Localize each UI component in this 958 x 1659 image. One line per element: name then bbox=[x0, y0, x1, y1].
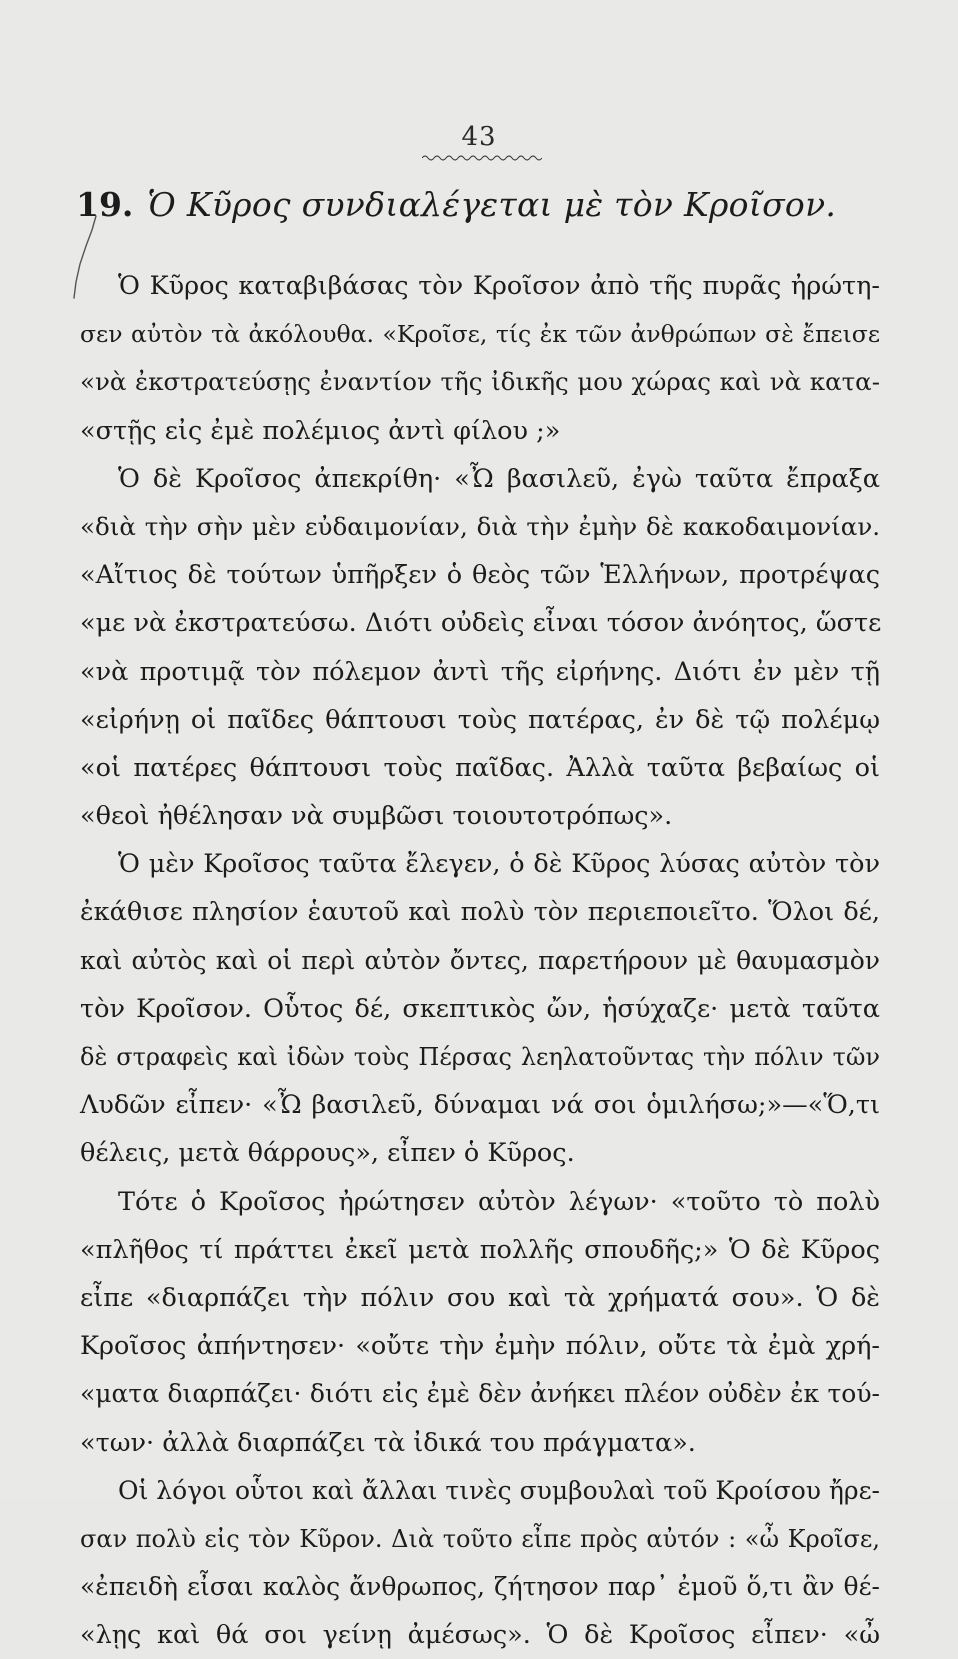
text-line: «στῇς εἰς ἐμὲ πολέμιος ἀντὶ φίλου ;» bbox=[80, 415, 561, 446]
text-line: «διὰ τὴν σὴν μὲν εὐδαιμονίαν, διὰ τὴν ἐμὴν δὲ κακοδαιμονίαν. bbox=[80, 511, 880, 541]
decorative-wavy-rule bbox=[422, 154, 542, 162]
text-line: ἐκάθισε πλησίον ἑαυτοῦ καὶ πολὺ τὸν περιεποιεῖτο. Ὅλοι δέ, bbox=[80, 897, 880, 928]
section-number: 19. bbox=[76, 185, 134, 224]
body-text bbox=[80, 262, 880, 1659]
text-line: «πλῆθος τί πράττει ἐκεῖ μετὰ πολλῆς σπουδῆς;» Ὁ δὲ Κῦρος bbox=[80, 1234, 880, 1265]
text-line: Ὁ Κῦρος καταβιβάσας τὸν Κροῖσον ἀπὸ τῆς πυρᾶς ἠρώτη- bbox=[118, 271, 880, 301]
text-line: Οἱ λόγοι οὗτοι καὶ ἄλλαι τινὲς συμβουλαὶ τοῦ Κροίσου ἤρε- bbox=[118, 1475, 880, 1505]
text-line: εἶπε «διαρπάζει τὴν πόλιν σου καὶ τὰ χρήματά σου». Ὁ δὲ bbox=[80, 1282, 880, 1313]
text-line: Λυδῶν εἶπεν· «Ὦ βασιλεῦ, δύναμαι νά σοι ὁμιλήσω;»—«Ὅ,τι bbox=[80, 1090, 880, 1121]
text-line: «Αἴτιος δὲ τούτων ὑπῆρξεν ὁ θεὸς τῶν Ἑλλήνων, προτρέψας bbox=[80, 560, 880, 591]
text-line: «νὰ προτιμᾷ τὸν πόλεμον ἀντὶ τῆς εἰρήνης. Διότι ἐν μὲν τῇ bbox=[80, 656, 880, 687]
text-line: «οἱ πατέρες θάπτουσι τοὺς παῖδας. Ἀλλὰ ταῦτα βεβαίως οἱ bbox=[80, 752, 880, 783]
text-line: «λῃς καὶ θά σοι γείνῃ ἀμέσως». Ὁ δὲ Κροῖσος εἶπεν· «ὦ bbox=[80, 1620, 880, 1651]
text-line: «ματα διαρπάζει· διότι εἰς ἐμὲ δὲν ἀνήκει πλέον οὐδὲν ἐκ τού- bbox=[80, 1379, 880, 1409]
text-line: Κροῖσος ἀπήντησεν· «οὔτε τὴν ἐμὴν πόλιν, οὔτε τὰ ἐμὰ χρή- bbox=[80, 1331, 880, 1362]
text-line: Ὁ δὲ Κροῖσος ἀπεκρίθη· «Ὦ βασιλεῦ, ἐγὼ ταῦτα ἔπραξα bbox=[118, 463, 880, 494]
text-line: «με νὰ ἐκστρατεύσω. Διότι οὐδεὶς εἶναι τόσον ἀνόητος, ὥστε bbox=[80, 608, 882, 639]
text-line: Ὁ μὲν Κροῖσος ταῦτα ἔλεγεν, ὁ δὲ Κῦρος λύσας αὐτὸν τὸν bbox=[118, 849, 880, 880]
text-line: δὲ στραφεὶς καὶ ἰδὼν τοὺς Πέρσας λεηλατοῦντας τὴν πόλιν τῶν bbox=[80, 1043, 880, 1071]
section-title: Ὁ Κῦρος συνδιαλέγεται μὲ τὸν Κροῖσον. bbox=[147, 185, 837, 224]
text-line: Τότε ὁ Κροῖσος ἠρώτησεν αὐτὸν λέγων· «τοῦτο τὸ πολὺ bbox=[118, 1186, 880, 1217]
page-number: 43 bbox=[461, 122, 497, 152]
text-line: «εἰρήνῃ οἱ παῖδες θάπτουσι τοὺς πατέρας, ἐν δὲ τῷ πολέμῳ bbox=[80, 704, 880, 735]
text-line: «θεοὶ ἠθέλησαν νὰ συμβῶσι τοιουτοτρόπως». bbox=[80, 801, 673, 832]
text-line: καὶ αὐτὸς καὶ οἱ περὶ αὐτὸν ὄντες, παρετήρουν μὲ θαυμασμὸν bbox=[80, 945, 880, 975]
text-line: «νὰ ἐκστρατεύσῃς ἐναντίον τῆς ἰδικῆς μου χώρας καὶ νὰ κατα- bbox=[80, 367, 880, 397]
text-line: σαν πολὺ εἰς τὸν Κῦρον. Διὰ τοῦτο εἶπε πρὸς αὐτόν : «ὦ Κροῖσε, bbox=[80, 1524, 880, 1553]
text-line: «ἐπειδὴ εἶσαι καλὸς ἄνθρωπος, ζήτησον παρ᾽ ἐμοῦ ὅ,τι ἂν θέ- bbox=[80, 1572, 880, 1602]
text-line: «των· ἀλλὰ διαρπάζει τὰ ἰδικά του πράγματα». bbox=[80, 1427, 696, 1458]
text-line: σεν αὐτὸν τὰ ἀκόλουθα. «Κροῖσε, τίς ἐκ τῶν ἀνθρώπων σὲ ἔπεισε bbox=[80, 320, 880, 349]
text-line: τὸν Κροῖσον. Οὗτος δέ, σκεπτικὸς ὤν, ἡσύχαζε· μετὰ ταῦτα bbox=[80, 993, 880, 1024]
section-heading bbox=[76, 185, 876, 225]
text-line: θέλεις, μετὰ θάρρους», εἶπεν ὁ Κῦρος. bbox=[80, 1138, 575, 1169]
